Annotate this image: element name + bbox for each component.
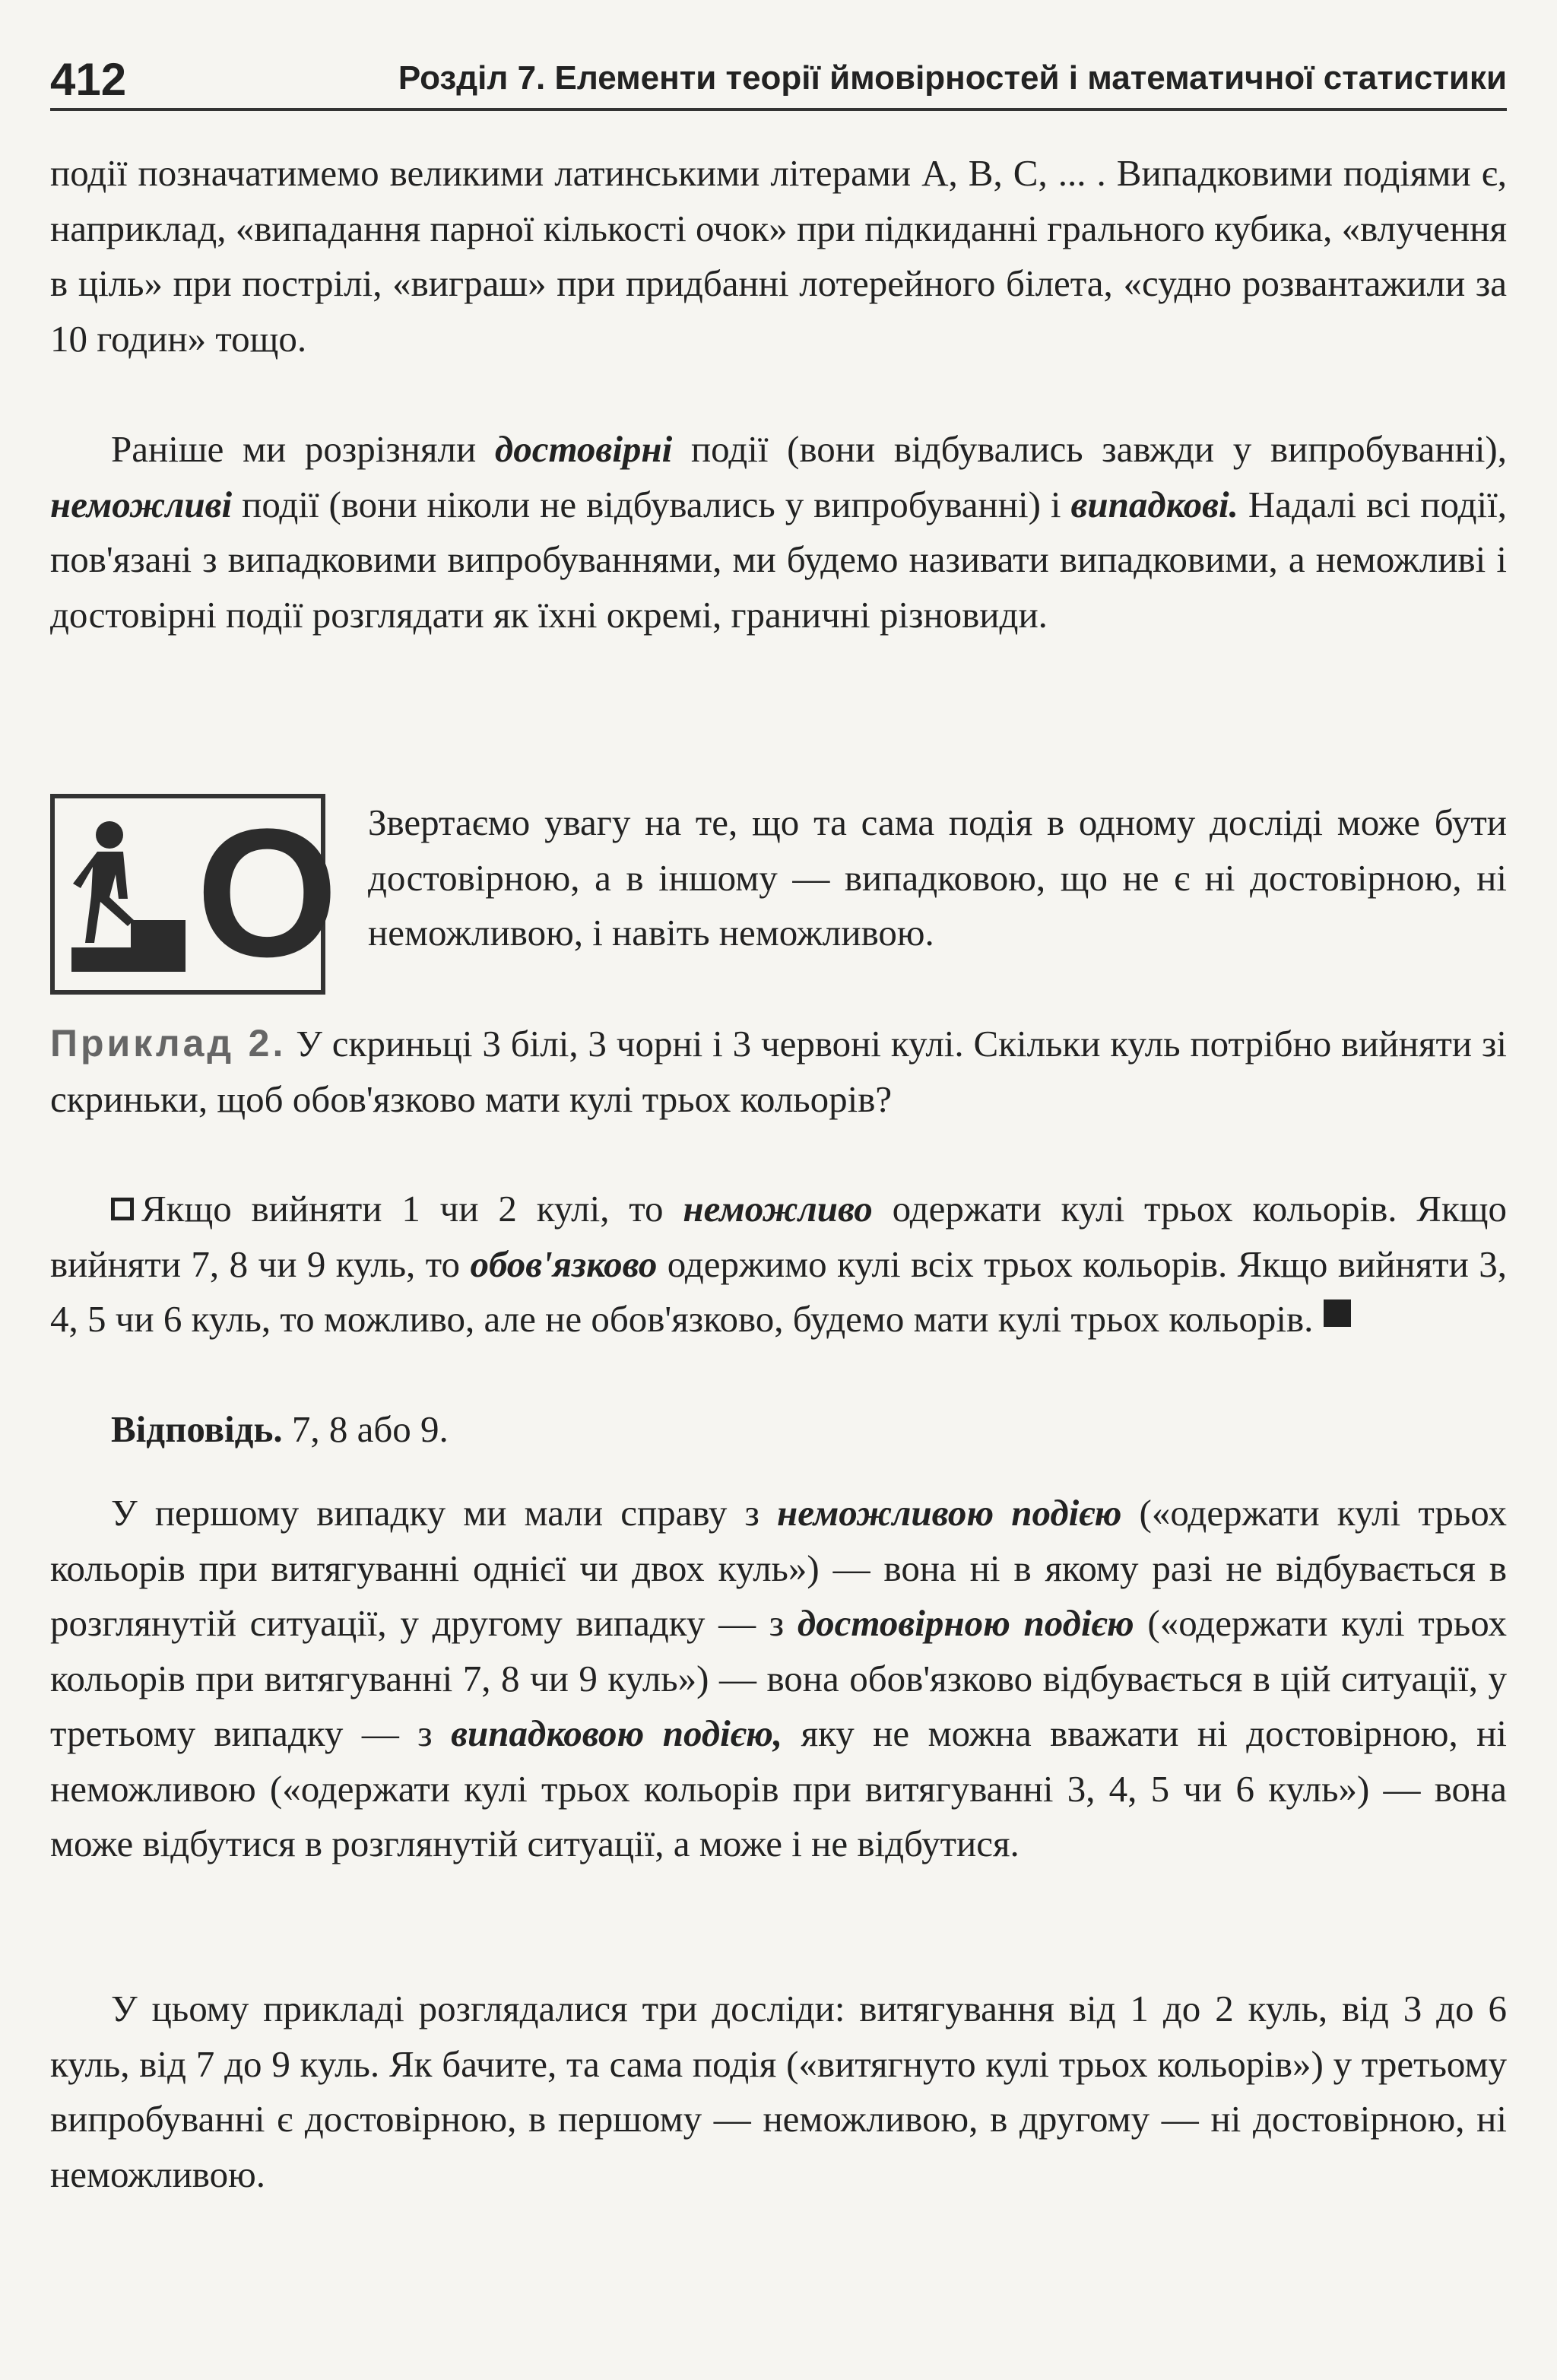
- page-number: 412: [50, 54, 127, 105]
- example-heading: Приклад 2.: [50, 1022, 287, 1065]
- page-header: [50, 47, 1507, 111]
- example-2: [50, 1016, 1507, 1127]
- attention-note-text: Звертаємо увагу на те, що та сама подія в одному досліді може бути достовірною, а в іншому — випадковою, що не є ні достовірною, ні неможливою, і навіть неможливою.: [368, 801, 1507, 954]
- term-random: випадкові.: [1070, 483, 1238, 525]
- answer-line: [50, 1402, 1507, 1458]
- running-title: Розділ 7. Елементи теорії ймовірностей і математичної статистики: [398, 59, 1507, 97]
- solution-end-icon: [1324, 1299, 1351, 1327]
- paragraph-three-experiments: У цьому прикладі розглядалися три досліди: витягування від 1 до 2 куль, від 3 до 6 куль, від 7 до 9 куль. Як бачите, та сама подія («витягнуто кулі трьох кольорів») у третьому випробуванні є достовірною, в першому — неможливою, в другому — ні достовірною, ні неможливою.: [50, 1988, 1507, 2195]
- example-statement: У скриньці 3 білі, 3 чорні і 3 червоні кулі. Скільки куль потрібно вийняти зі скриньки, щоб обов'язково мати кулі трьох кольорів?: [50, 1023, 1507, 1120]
- attention-icon-letter: O: [196, 791, 338, 995]
- paragraph-cases-analysis: У першому випадку ми мали справу з неможливою подією («одержати кулі трьох кольорів при витягуванні однієї чи двох куль») — вона ні в якому разі не відбувається в розглянутій ситуації, у другому випадку — з достовірною подією («одержати кулі трьох кольорів при витягуванні 7, 8 чи 9 куль») — вона обов'язково відбувається в цій ситуації, у третьому випадку — з випадковою подією, яку не можна вважати ні достовірною, ні неможливою («одержати кулі трьох кольорів при витягуванні 3, 4, 5 чи 6 куль») — вона може відбутися в розглянутій ситуації, а може і не відбутися.: [50, 1492, 1507, 1864]
- term-certain-event: достовірною подією: [797, 1602, 1134, 1644]
- attention-icon-box: [50, 791, 338, 995]
- solution-start-icon: [111, 1198, 134, 1220]
- term-impossible-event: неможливою подією: [777, 1492, 1122, 1534]
- paragraph-event-types: Раніше ми розрізняли достовірні події (вони відбувались завжди у випробуванні), неможливі події (вони ніколи не відбувались у випробуванні) і випадкові. Надалі всі події, пов'язані з випадковими випробуваннями, ми будемо називати випадковими, а неможливі і достовірні події розглядати як їхні окремі, граничні різновиди.: [50, 428, 1508, 636]
- term-random-event: випадковою подією,: [451, 1712, 783, 1754]
- solution-paragraph: Якщо вийняти 1 чи 2 кулі, то неможливо одержати кулі трьох кольорів. Якщо вийняти 7, 8 чи 9 куль, то обов'язково одержимо кулі всіх трьох кольорів. Якщо вийняти 3, 4, 5 чи 6 куль, то можливо, але не обов'язково, будемо мати кулі трьох кольорів.: [50, 1188, 1508, 1340]
- answer-value: 7, 8 або 9.: [282, 1408, 449, 1450]
- term-certain: достовірні: [494, 428, 673, 470]
- answer-label: Відповідь.: [111, 1408, 283, 1450]
- term-impossible: неможливі: [50, 483, 233, 525]
- term-necessarily: обов'язково: [470, 1242, 658, 1285]
- paragraph-random-events: події позначатимемо великими латинськими літерами A, B, C, ... . Випадковими подіями є, наприклад, «випадання парної кількості очок» при підкиданні грального кубика, «влучення в ціль» при пострілі, «виграш» при придбанні лотерейного білета, «судно розвантажили за 10 годин» тощо.: [50, 152, 1507, 360]
- term-impossible-example: неможливо: [683, 1188, 873, 1230]
